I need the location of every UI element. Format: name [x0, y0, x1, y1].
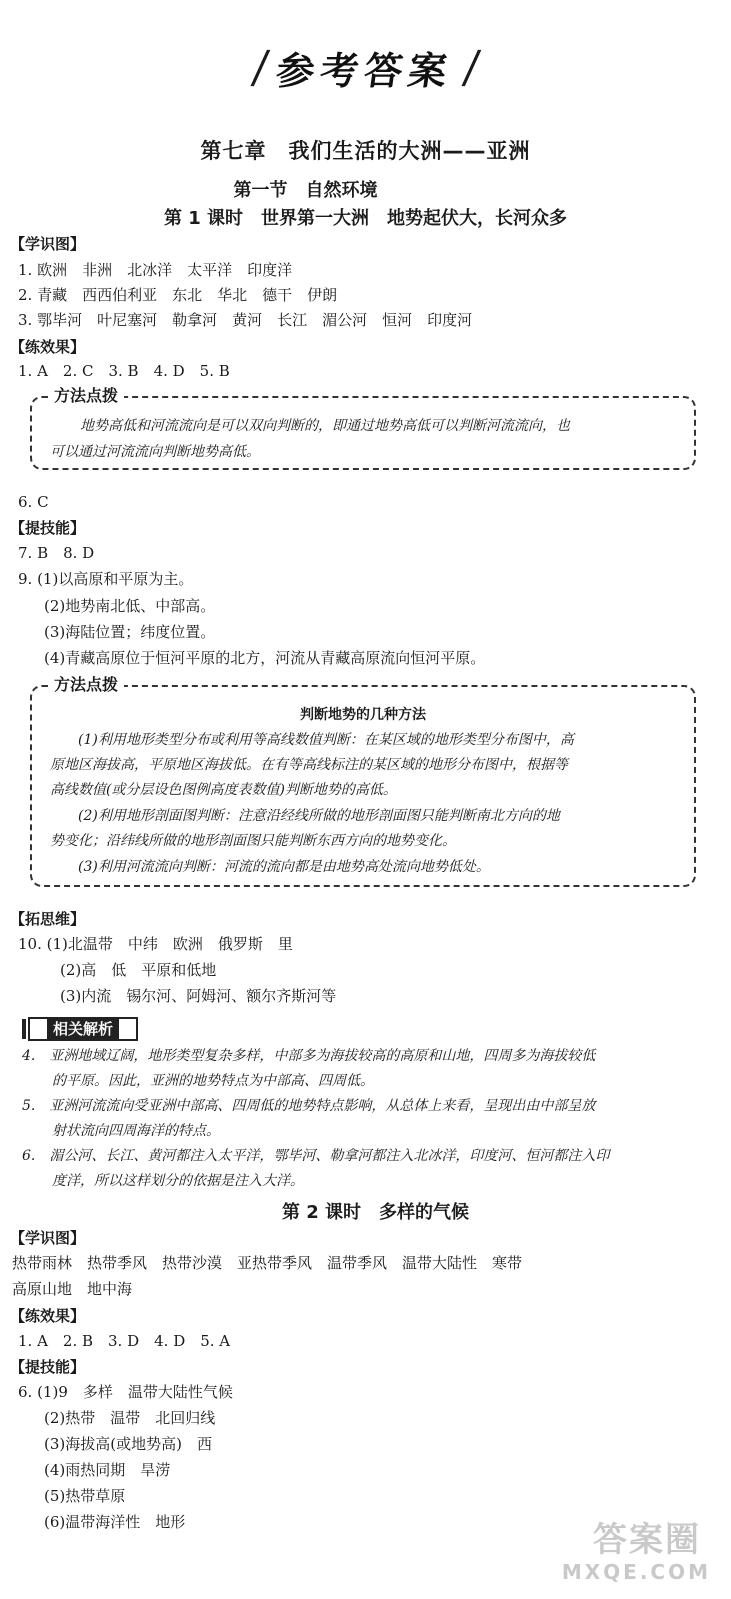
section-title: 第一节 自然环境	[233, 180, 378, 201]
lesson2-title: 第 2 课时 多样的气候	[281, 1202, 470, 1223]
answer-line: 1. A 2. B 3. D 4. D 5. A	[18, 1332, 231, 1350]
tip-heading: 判断地势的几种方法	[300, 707, 426, 723]
answer-line: (2)高 低 平原和低地	[60, 961, 217, 979]
analysis-text: 5. 亚洲河流流向受亚洲中部高、四周低的地势特点影响，从总体上来看，呈现出由中部呈放	[22, 1098, 596, 1114]
banner-slash-right: /	[459, 41, 482, 93]
answer-line: (4)青藏高原位于恒河平原的北方，河流从青藏高原流向恒河平原。	[44, 649, 486, 667]
answer-line: 3. 鄂毕河 叶尼塞河 勒拿河 黄河 长江 湄公河 恒河 印度河	[18, 311, 473, 329]
tip-text: (2)利用地形剖面图判断：注意沿经线所做的地形剖面图只能判断南北方向的地	[78, 808, 560, 824]
answer-line: (6)温带海洋性 地形	[44, 1513, 186, 1531]
answer-line: 9. (1)以高原和平原为主。	[18, 570, 194, 588]
answer-line: 6. (1)9 多样 温带大陆性气候	[18, 1383, 233, 1401]
tip-text: 可以通过河流流向判断地势高低。	[50, 444, 260, 460]
answer-line: (3)海陆位置；纬度位置。	[44, 623, 216, 641]
tip-text: 原地区海拔高，平原地区海拔低。在有等高线标注的某区域的地形分布图中，根据等	[50, 757, 568, 773]
lianxiaoguo-heading: 【练效果】	[10, 338, 86, 356]
analysis-text: 射状流向四周海洋的特点。	[52, 1123, 220, 1139]
tip-text: 势变化；沿纬线所做的地形剖面图只能判断东西方向的地势变化。	[50, 833, 456, 849]
answer-line: (3)海拔高(或地势高) 西	[44, 1435, 212, 1453]
watermark-logo-text: 答案圈	[593, 1520, 701, 1560]
tip-text: (1)利用地形类型分布或利用等高线数值判断：在某区域的地形类型分布图中，高	[78, 732, 574, 748]
analysis-text: 4. 亚洲地域辽阔，地形类型复杂多样，中部多为海拔较高的高原和山地，四周多为海拔较低	[22, 1048, 596, 1064]
tijineng-heading: 【提技能】	[10, 1358, 86, 1376]
lianxiaoguo-heading: 【练效果】	[10, 1307, 86, 1325]
answer-line: 高原山地 地中海	[12, 1280, 133, 1298]
xueshitu-heading: 【学识图】	[10, 235, 86, 253]
watermark-url: MXQE.COM	[561, 1560, 711, 1584]
answer-line: (5)热带草原	[44, 1487, 126, 1505]
tip-text: (3)利用河流流向判断：河流的流向都是由地势高处流向地势低处。	[78, 859, 490, 875]
answer-line: 1. 欧洲 非洲 北冰洋 太平洋 印度洋	[18, 261, 293, 279]
banner-slash-left: /	[249, 41, 272, 93]
tip-text: 地势高低和河流流向是可以双向判断的，即通过地势高低可以判断河流流向，也	[80, 418, 570, 434]
answer-line: 6. C	[18, 493, 49, 511]
tip-title: 方法点拨	[48, 386, 124, 406]
analysis-text: 6. 湄公河、长江、黄河都注入太平洋，鄂毕河、勒拿河都注入北冰洋，印度河、恒河都注入印	[22, 1148, 610, 1164]
answer-line: (3)内流 锡尔河、阿姆河、额尔齐斯河等	[60, 987, 337, 1005]
answer-line: 7. B 8. D	[18, 544, 95, 562]
analysis-text: 度洋，所以这样划分的依据是注入大洋。	[52, 1173, 304, 1189]
answer-line: 热带雨林 热带季风 热带沙漠 亚热带季风 温带季风 温带大陆性 寒带	[12, 1254, 523, 1272]
tip-text: 高线数值(或分层设色图例高度表数值)判断地势的高低。	[50, 782, 397, 798]
lesson1-title: 第 1 课时 世界第一大洲 地势起伏大，长河众多	[163, 208, 568, 229]
watermark	[531, 1512, 721, 1592]
chapter-title: 第七章 我们生活的大洲——亚洲	[200, 139, 531, 163]
answer-line: (2)地势南北低、中部高。	[44, 597, 216, 615]
related-analysis-tag	[28, 1017, 138, 1041]
answer-line: 10. (1)北温带 中纬 欧洲 俄罗斯 里	[18, 935, 293, 953]
tip-title: 方法点拨	[48, 675, 124, 695]
related-analysis-title: 相关解析	[47, 1019, 119, 1039]
analysis-text: 的平原。因此，亚洲的地势特点为中部高、四周低。	[52, 1073, 374, 1089]
xueshitu-heading: 【学识图】	[10, 1229, 86, 1247]
answer-banner	[0, 38, 731, 96]
answer-line: (2)热带 温带 北回归线	[44, 1409, 216, 1427]
answer-line: 2. 青藏 西西伯利亚 东北 华北 德干 伊朗	[18, 286, 338, 304]
answer-line: 1. A 2. C 3. B 4. D 5. B	[18, 362, 230, 380]
banner-title: 参考答案	[273, 48, 457, 93]
tuosiwei-heading: 【拓思维】	[10, 910, 86, 928]
answer-line: (4)雨热同期 旱涝	[44, 1461, 171, 1479]
tijineng-heading: 【提技能】	[10, 519, 86, 537]
